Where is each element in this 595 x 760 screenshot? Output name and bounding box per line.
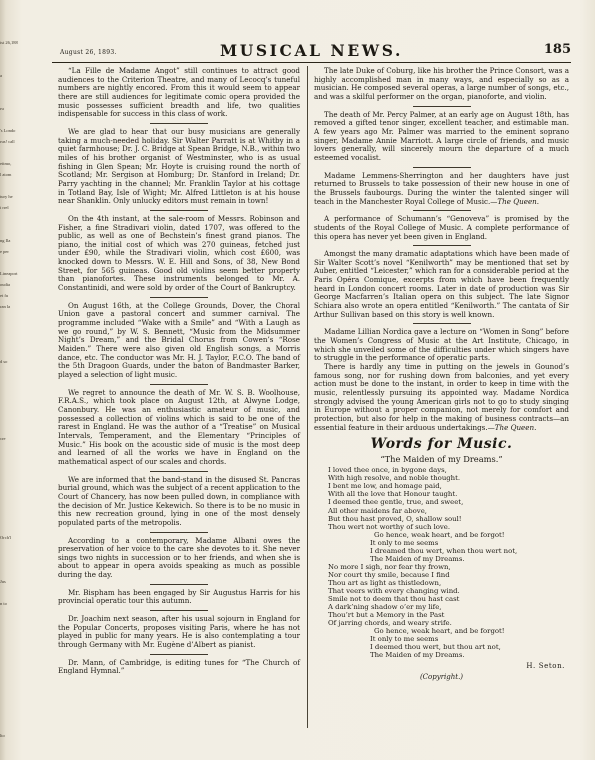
- poem-line: But thou hast proved, O, shallow soul!: [328, 514, 462, 523]
- gutter-fragment: a: [0, 73, 2, 78]
- issue-date: August 26, 1893.: [60, 49, 117, 56]
- poem-line: Go hence, weak heart, and be forgot!: [374, 530, 505, 539]
- masthead-title: MUSICAL NEWS.: [219, 41, 403, 60]
- page-number: 185: [543, 42, 571, 57]
- poem-line: Thou wert not worthy of such love.: [328, 522, 451, 531]
- paragraph-separator: [150, 532, 208, 533]
- poem-line: Go hence, weak heart, and be forgot!: [374, 627, 505, 636]
- poem-line: Thou art as light as thistledown,: [328, 578, 442, 587]
- news-paragraph: [314, 363, 569, 432]
- gutter-fragment: oudia: [0, 282, 10, 287]
- gutter-fragment: ist 26,188: [0, 40, 18, 45]
- poem-line: No more I sigh, nor fear thy frown,: [328, 562, 451, 571]
- news-paragraph: Madame Lillian Nordica gave a lecture on “Women in Song” before the Women’s Congress of Music at the Art Institute, Chicago, in which she unveiled some of the difficulties under which singers have to struggle in the performance of operatic parts.: [314, 327, 569, 363]
- poem-line: I dreamed thou wert, when thou wert not,: [370, 546, 518, 555]
- paragraph-separator: [150, 654, 208, 655]
- gutter-fragment: n to: [0, 601, 7, 606]
- news-paragraph: [314, 172, 569, 207]
- poem-line: The Maiden of my Dreams.: [370, 554, 465, 563]
- gutter-fragment: ran la: [0, 304, 11, 309]
- news-paragraph: We are glad to hear that our busy musicians are generally taking a much-needed holiday. Sir Walter Parratt is at Whitby in a quiet farmhouse; Dr. J. C. Bridge at Spean Bridge, N.B., within two miles of his brother organist of Westminster, who is as usual fishing in Glen Spean; Mr. Hoyte is cruising round the north of Scotland; Mr. Sergison at Homburg; Dr. Stanford in Ireland; Dr. Parry yachting in the channel; Mr. Franklin Taylor at his cottage in Totland Bay, Isle of Wight; Mr. Alfred Littleton is at his house near Shanklin. Only unlucky editors must remain in town!: [58, 126, 300, 206]
- poem-line: Thou’rt but a Memory in the Past: [328, 611, 445, 620]
- paragraph-separator: [150, 471, 208, 472]
- gutter-fragment: 's Londo: [0, 128, 16, 133]
- gutter-fragment: Jus: [0, 579, 6, 584]
- poem-line: With high resolve, and noble thought.: [328, 474, 461, 483]
- gutter-fragment: d so: [0, 359, 8, 364]
- news-paragraph: We are informed that the band-stand in the disused St. Pancras burial ground, which was the subject of a recent application to the Court of Chancery, has now been pulled down, in compliance with the decision of Mr. Justice Kekewich. So there is to be no music in this new recreation ground, lying in one of the most densely populated parts of the metropolis.: [58, 474, 300, 527]
- gutter-fragment: cre: [0, 436, 6, 441]
- gutter-fragment: e per: [0, 249, 9, 254]
- gutter-fragment: ng Ila: [0, 238, 11, 243]
- source-citation: The Queen.: [494, 422, 537, 432]
- gutter-fragment: tury he: [0, 194, 13, 199]
- poem-line: Of jarring chords, and weary strife.: [328, 619, 452, 628]
- copyright-notice: (Copyright.): [419, 673, 464, 682]
- poem-line: The Maiden of my Dreams.: [370, 651, 465, 660]
- gutter-fragment: et fu: [0, 293, 9, 298]
- paragraph-separator: [150, 210, 208, 211]
- gutter-fragment: Lineaport: [0, 271, 18, 276]
- gutter-fragment: Orch'l: [0, 535, 12, 540]
- paragraph-separator: [150, 384, 208, 385]
- news-paragraph: We regret to announce the death of Mr. W. S. B. Woolhouse, F.R.A.S., which took place on August 12th, at Alwyne Lodge, Canonbury. He was an enthusiastic amateur of music, and possessed a collection of violins which is said to be one of the rarest in England. He was the author of a “Treatise” on Musical Intervals, Temperament, and the Elementary “Principles of Music.” His book on the acoustic side of music is the most deep and learned of all the works we have in England on the mathematical aspect of our scales and chords.: [58, 387, 300, 466]
- poem-author: H. Seton.: [526, 662, 565, 671]
- news-paragraph: On the 4th instant, at the sale-room of Messrs. Robinson and Fisher, a fine Stradivari violin, dated 1707, was offered to the public, as well as one of Bechstein’s finest grand pianos. The piano, the initial cost of which was 270 guineas, fetched just under £90, while the Stradivari violin, which cost £600, was knocked down to Messrs. W. E. Hill and Sons, of 38, New Bond Street, for 565 guineas. Good old violins seem better property than pianofortes. These instruments belonged to Mr. A. Constantinidi, and were sold by order of the Court of Bankruptcy.: [58, 213, 300, 293]
- paragraph-separator: [150, 610, 208, 611]
- gutter-fragment: ru: [0, 106, 4, 111]
- poem-line: Smile not to deem that thou hast cast: [328, 595, 460, 604]
- poem-line: I deemed thou wert, but thou art not,: [370, 643, 501, 652]
- paragraph-separator: [413, 323, 471, 324]
- paragraph-separator: [413, 210, 471, 211]
- gutter-fragment: i rrel: [0, 205, 9, 210]
- poem-line: Nor court thy smile, because I find: [328, 570, 450, 579]
- column-divider: [307, 66, 308, 728]
- news-paragraph: A performance of Schumann’s “Genoveva” is promised by the students of the Royal College of Music. A complete performance of this opera has never yet been given in England.: [314, 214, 569, 241]
- news-paragraph: Amongst the many dramatic adaptations which have been made of Sir Walter Scott’s novel “Kenilworth” may be mentioned that set by Auber, entitled “Leicester,” which ran for a considerable period at the Paris Opéra Comique, excerpts from which have been frequently heard in London concert rooms. Later in date of production was Sir George Macfarren’s Italian opera on this subject. The late Signor Schiara also wrote an opera entitled “Kenilworth.” The cantata of Sir Arthur Sullivan based on this story is well known.: [314, 249, 569, 319]
- news-paragraph: “La Fille de Madame Angot” still continues to attract good audiences to the Criterion Theatre, and many of Lecocq’s tuneful numbers are nightly encored. From this it would seem to appear there are still audiences for legitimate comic opera provided the music possesses sufficient breadth and life, two qualities indispensable for success in this class of work.: [58, 66, 300, 119]
- gutter-fragment: rus! call: [0, 139, 15, 144]
- paragraph-separator: [413, 245, 471, 246]
- news-paragraph: Dr. Mann, of Cambridge, is editing tunes for “The Church of England Hymnal.”: [58, 657, 300, 676]
- news-paragraph: According to a contemporary, Madame Albani owes the preservation of her voice to the care she devotes to it. She never sings two nights in succession or to her friends, and when she is about to appear in opera avoids speaking as much as possible during the day.: [58, 535, 300, 580]
- poem-line: It only to me seems: [370, 538, 439, 547]
- poem-line: All other maidens far above,: [328, 506, 427, 515]
- poem-line: I loved thee once, in bygone days,: [328, 466, 447, 475]
- paragraph-separator: [150, 297, 208, 298]
- paragraph-separator: [150, 123, 208, 124]
- gutter-fragment: l atom: [0, 172, 12, 177]
- poem-section-heading: Words for Music.: [370, 436, 513, 453]
- paragraph-text: Madame Lemmens-Sherrington and her daughters have just returned to Brussels to take possession of their new house in one of the Brussels faubourgs. During the winter the talented singer will teach in the Manchester Royal College of Music.—: [314, 170, 569, 206]
- news-paragraph: On August 16th, at the College Grounds, Dover, the Choral Union gave a pastoral concert and summer carnival. The programme included “Wake with a Smile” and “With a Laugh as we go round,” by W. S. Bennett, “Music from the Midsummer Night’s Dream,” and the Bridal Chorus from Cowen’s “Rose Maiden.” There were also given old English songs, a Morris dance, etc. The conductor was Mr. H. J. Taylor, F.C.O. The band of the 5th Dragoon Guards, under the baton of Bandmaster Barker, played a selection of light music.: [58, 300, 300, 379]
- paragraph-text: There is hardly any time in putting on the jewels in Gounod’s famous song, nor for rushing down from balconies, and yet every action must be done to the instant, in order to keep in time with the music, relentlessly pursuing its appointed way. Madame Nordica strongly advised the young American girls not to go to study singing in Europe without a proper companion, not merely for comfort and protection, but also for help in the making of business contracts—an essential feature in their arduous undertakings.—: [314, 362, 569, 432]
- poem-line: It only to me seems: [370, 635, 439, 644]
- poem-line: I bent me low, and homage paid,: [328, 482, 442, 491]
- news-paragraph: The death of Mr. Percy Palmer, at an early age on August 18th, has removed a gifted tenor singer, excellent teacher, and estimable man. A few years ago Mr. Palmer was married to the eminent soprano singer, Madame Annie Marriott. A large circle of friends, and music lovers generally, will sincerely mourn the departure of a much esteemed vocalist.: [314, 109, 569, 162]
- news-paragraph: Mr. Bispham has been engaged by Sir Augustus Harris for his provincial operatic tour this autumn.: [58, 587, 300, 606]
- poem-line: A dark’ning shadow o’er my life,: [328, 603, 442, 612]
- adjacent-page-edge: [0, 0, 18, 760]
- news-paragraph: The late Duke of Coburg, like his brother the Prince Consort, was a highly accomplished man in many ways, and especially so as a musician. He composed several operas, a large number of songs, etc., and was a skilful performer on the organ, pianoforte, and violin.: [314, 66, 569, 101]
- source-citation: The Queen.: [497, 196, 540, 206]
- poem-body: [314, 466, 569, 659]
- header-rule: [52, 62, 571, 63]
- paragraph-separator: [413, 106, 471, 107]
- poem-line: I deemed thee gentle, true, and sweet,: [328, 498, 464, 507]
- news-paragraph: Dr. Joachim next season, after his usual sojourn in England for the Popular Concerts, proposes visiting Paris, where he has not played in public for many years. He is also contemplating a tour through Germany with Mr. Eugène d’Albert as pianist.: [58, 614, 300, 650]
- paragraph-separator: [413, 167, 471, 168]
- gutter-fragment: eitmo,: [0, 161, 12, 166]
- poem-line: With all the love that Honour taught.: [328, 490, 458, 499]
- right-column: [314, 67, 569, 681]
- page-header: [52, 40, 571, 60]
- left-column: [58, 67, 300, 676]
- poem-line: That veers with every changing wind.: [328, 586, 460, 595]
- paragraph-separator: [150, 584, 208, 585]
- gutter-fragment: lto: [0, 733, 5, 738]
- poem-title: “The Maiden of my Dreams.”: [380, 454, 503, 465]
